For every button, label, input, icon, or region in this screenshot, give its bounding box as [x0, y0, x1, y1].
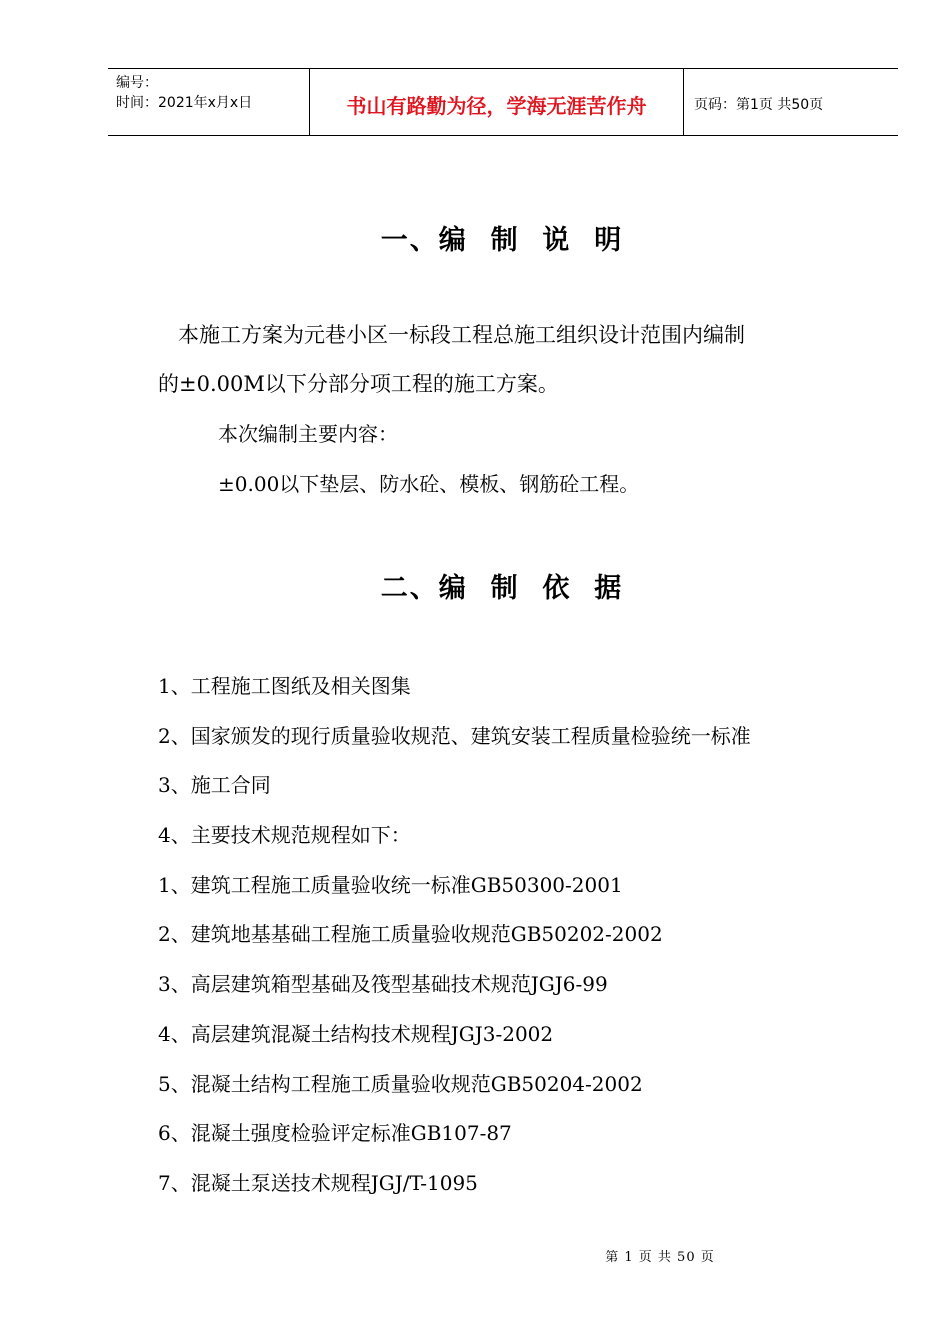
list-item: 1、工程施工图纸及相关图集 [158, 674, 411, 698]
list-item: 1、建筑工程施工质量验收统一标准GB50300-2001 [158, 872, 623, 897]
page-header [108, 68, 898, 136]
section-1-content-label: 本次编制主要内容： [218, 422, 398, 446]
page-footer: 第 1 页 共 50 页 [605, 1250, 715, 1265]
list-item: 2、建筑地基基础工程施工质量验收规范GB50202-2002 [158, 922, 663, 947]
basis-list [158, 662, 751, 1209]
document-number-label: 编号： [116, 75, 158, 91]
document-time-label: 时间：2021年x月x日 [116, 95, 253, 111]
header-meta [108, 69, 310, 135]
section-1-paragraph-line-2: 的±0.00M以下分部分项工程的施工方案。 [158, 372, 559, 396]
page-info-text: 页码：第1页 共50页 [694, 97, 824, 113]
motto-text: 书山有路勤为径，学海无涯苦作舟 [346, 93, 647, 118]
list-item: 5、混凝土结构工程施工质量验收规范GB50204-2002 [158, 1071, 643, 1096]
list-item: 6、混凝土强度检验评定标准GB107-87 [158, 1121, 512, 1146]
section-1-paragraph-line-1: 本施工方案为元巷小区一标段工程总施工组织设计范围内编制 [178, 323, 745, 347]
list-item: 3、高层建筑箱型基础及筏型基础技术规范JGJ6-99 [158, 972, 608, 997]
header-motto [310, 69, 684, 135]
section-1-title: 一、编 制 说 明 [380, 225, 624, 256]
list-item: 3、施工合同 [158, 773, 271, 798]
list-item: 7、混凝土泵送技术规程JGJ/T-1095 [158, 1170, 478, 1195]
section-2-title: 二、编 制 依 据 [380, 573, 624, 604]
header-page-info [684, 69, 898, 135]
section-1-content-text: ±0.00以下垫层、防水砼、模板、钢筋砼工程。 [218, 472, 640, 496]
list-item: 4、高层建筑混凝土结构技术规程JGJ3-2002 [158, 1021, 554, 1046]
list-item: 2、国家颁发的现行质量验收规范、建筑安装工程质量检验统一标准 [158, 723, 751, 748]
list-item: 4、主要技术规范规程如下： [158, 823, 411, 848]
